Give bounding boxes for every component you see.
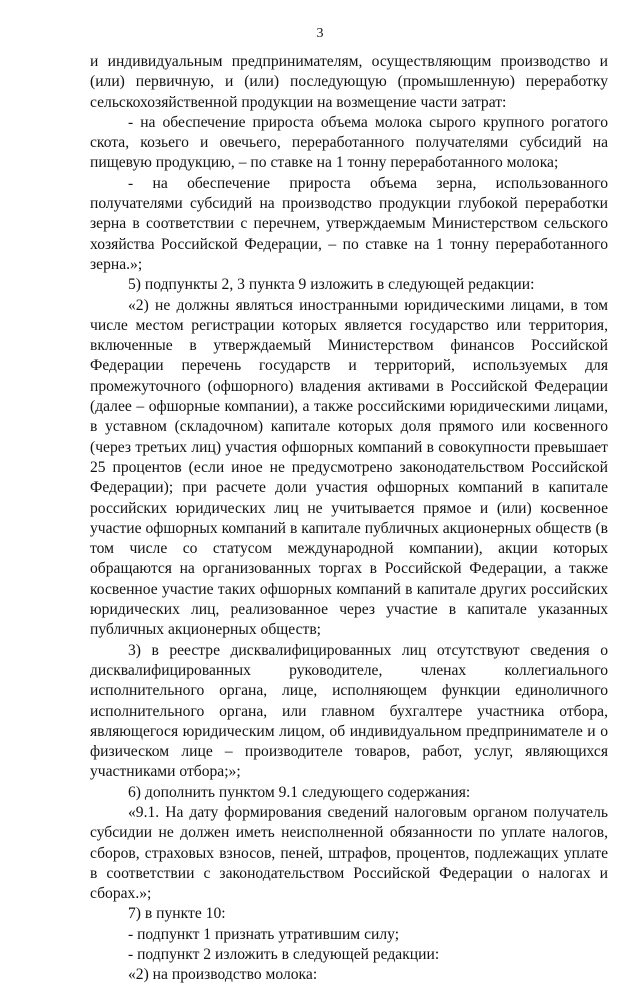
page-number: 3 [316,26,324,41]
paragraph-grain-increase: - на обеспечение прироста объема зерна, использованного получателями субсидий на производство продукции глубокой переработки зерна в соответствии с перечнем, утверждаемым Министерством сельского хозяйства Российской Федерации, – по ставке на 1 тонну переработанного зерна.»; [90,174,608,273]
paragraph-subpoint-2: - подпункт 2 изложить в следующей редакции: [128,946,440,964]
paragraph-milk-increase: - на обеспечение прироста объема молока сырого крупного рогатого скота, козьего и овечьего, переработанного получателями субсидий на пищевую продукцию, – по ставке на 1 тонну переработанного молока; [90,113,608,172]
paragraph-subitem-2: «2) не должны являться иностранными юридическими лицами, в том числе местом регистрации которых является государство или территория, включенные в утверждаемый Министерством финансов Российской Федерации перечень государств и территорий, используемых для промежуточного (офшорного) владения активами в Российской Федерации (далее – офшорные компании), а также российскими юридическими лицами, в уставном (складочном) капитале которых доля прямого или косвенного (через третьих лиц) участия офшорных компаний в совокупности превышает 25 процентов (если иное не предусмотрено законодательством Российской Федерации); при расчете доли участия офшорных компаний в капитале российских юридических лиц не учитывается прямое и (или) косвенное участие офшорных компаний в капитале публичных акционерных обществ (в том числе со статусом международной компании), акции которых обращаются на организованных торгах в Российской Федерации, а также косвенное участие таких офшорных компаний в капитале других российских юридических лиц, реализованное через участие в капитале указанных публичных акционерных обществ; [90,296,608,639]
paragraph-subpoint-1: - подпункт 1 признать утратившим силу; [128,925,400,943]
paragraph-continuation: и индивидуальным предпринимателям, осуществляющим производство и (или) первичную, и (или) последующую (промышленную) переработку сельскохозяйственной продукции на возмещение части затрат: [90,53,608,111]
paragraph-item-7: 7) в пункте 10: [128,905,226,923]
paragraph-item-5: 5) подпункты 2, 3 пункта 9 изложить в следующей редакции: [128,276,535,294]
paragraph-milk-production: «2) на производство молока: [128,966,318,984]
paragraph-item-6: 6) дополнить пунктом 9.1 следующего содержания: [128,783,471,801]
paragraph-point-9-1: «9.1. На дату формирования сведений налоговым органом получатель субсидии не должен иметь неисполненной обязанности по уплате налогов, сборов, страховых взносов, пеней, штрафов, процентов, подлежащих уплате в соответствии с законодательством Российской Федерации о налогах и сборах.»; [90,803,608,903]
paragraph-subitem-3: 3) в реестре дисквалифицированных лиц отсутствуют сведения о дисквалифицированных руководителе, членах коллегиального исполнительного органа, лице, исполняющем функции единоличного исполнительного органа, или главном бухгалтере участника отбора, являющегося юридическим лицом, об индивидуальном предпринимателе и о физическом лице – производителе товаров, работ, услуг, являющихся участниками отбора;»; [90,641,608,781]
document-body [90,52,608,986]
